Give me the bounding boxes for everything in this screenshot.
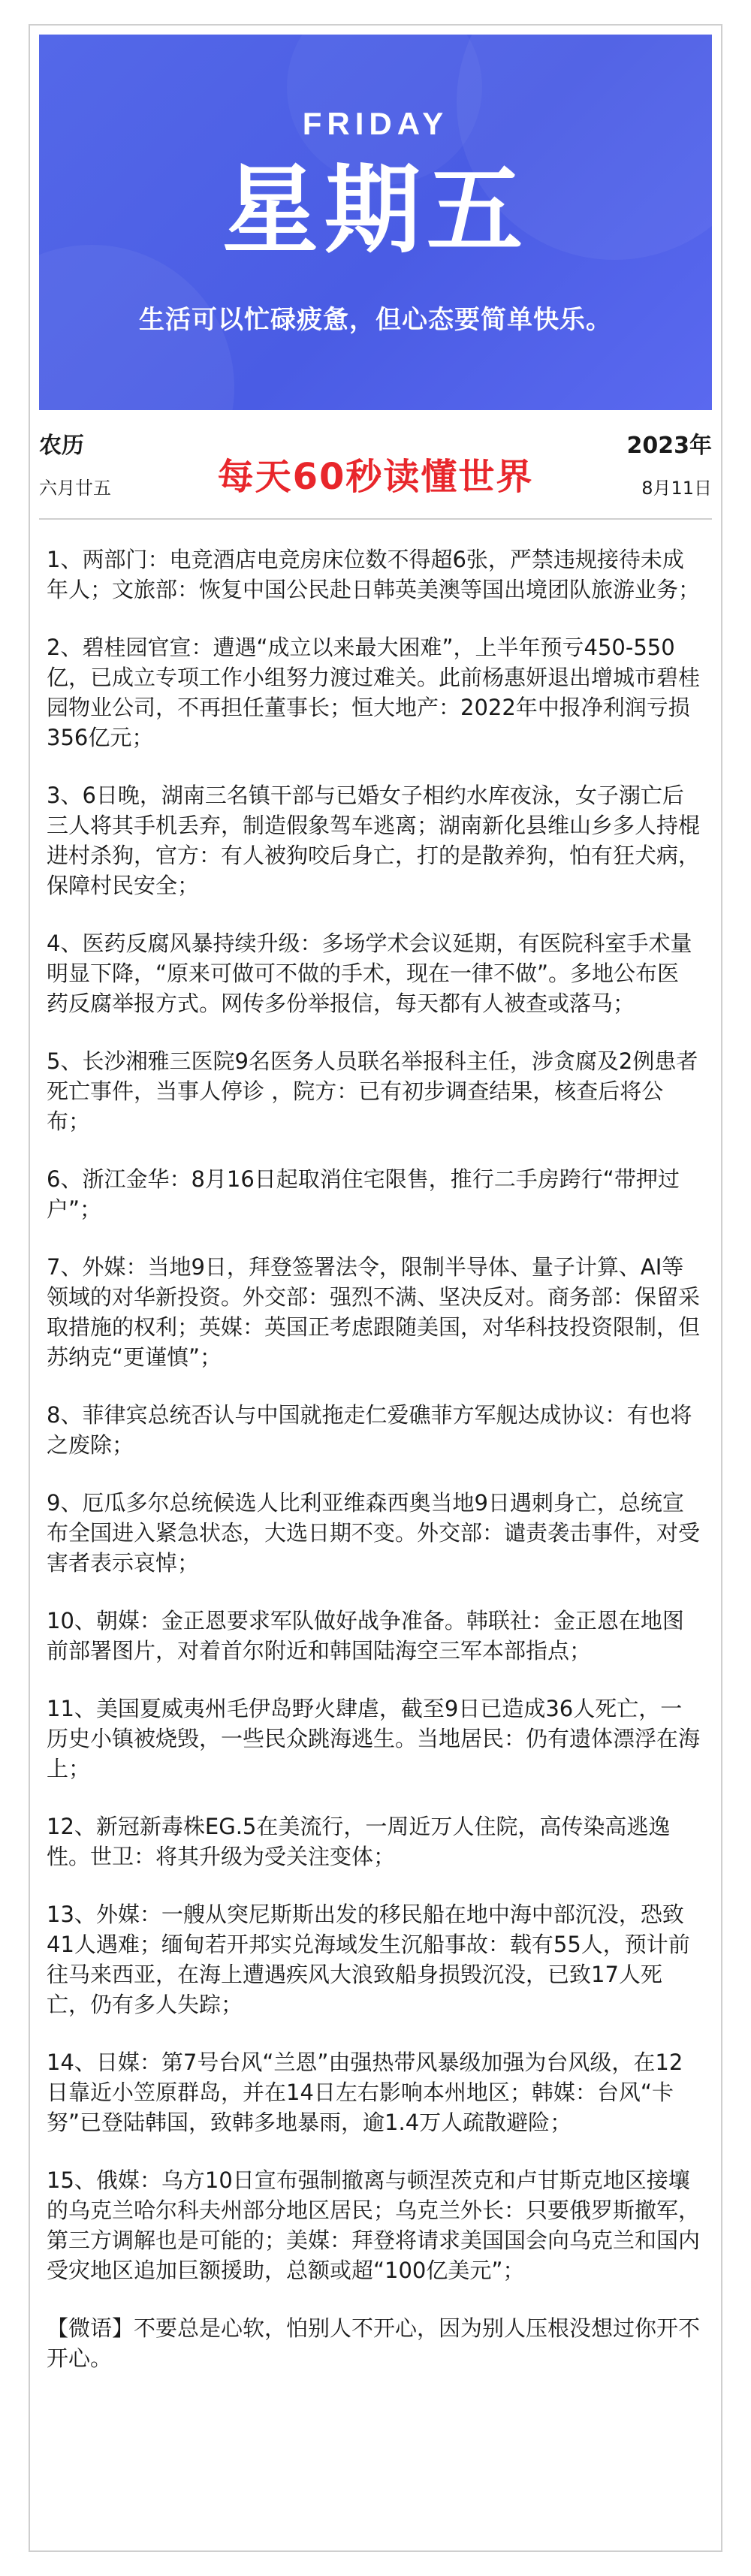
news-item: 5、长沙湘雅三医院9名医务人员联名举报科主任，涉贪腐及2例患者死亡事件，当事人停诊 ，院方：已有初步调查结果，核查后将公布； xyxy=(47,1048,698,1134)
news-item: 2、碧桂园官宣：遭遇“成立以来最大困难”，上半年预亏450-550亿，已成立专项工作小组努力渡过难关。此前杨惠妍退出增城市碧桂园物业公司，不再担任董事长；恒大地产：2022年中报净利润亏损356亿元； xyxy=(47,635,701,750)
news-item: 12、新冠新毒株EG.5在美流行，一周近万人住院，高传染高逃逸性。世卫：将其升级为受关注变体； xyxy=(47,1814,671,1869)
lunar-label: 农历 xyxy=(39,433,84,459)
news-item: 13、外媒：一艘从突尼斯斯出发的移民船在地中海中部沉没，恐致41人遇难；缅甸若开邦实兑海域发生沉船事故：载有55人，预计前往马来西亚，在海上遭遇疾风大浪致船身损毁沉没，已致17人死亡，仍有多人失踪； xyxy=(47,1902,690,2017)
news-item: 6、浙江金华：8月16日起取消住宅限售，推行二手房跨行“带押过户”； xyxy=(47,1166,680,1222)
month-day: 8月11日 xyxy=(641,478,712,499)
header-banner xyxy=(39,35,712,410)
weekday-english: FRIDAY xyxy=(302,106,449,141)
page-title: 每天60秒读懂世界 xyxy=(217,456,534,498)
news-item: 14、日媒：第7号台风“兰恩”由强热带风暴级加强为台风级，在12日靠近小笠原群岛，并在14日左右影响本州地区；韩媒：台风“卡努”已登陆韩国，致韩多地暴雨，逾1.4万人疏散避险； xyxy=(47,2050,683,2135)
news-item: 8、菲律宾总统否认与中国就拖走仁爱礁菲方军舰达成协议：有也将之废除； xyxy=(47,1402,692,1458)
news-item: 11、美国夏威夷州毛伊岛野火肆虐，截至9日已造成36人死亡，一历史小镇被烧毁，一些民众跳海逃生。当地居民：仍有遗体漂浮在海上； xyxy=(47,1696,701,1781)
news-item: 7、外媒：当地9日，拜登签署法令，限制半导体、量子计算、AI等领域的对华新投资。外交部：强烈不满、坚决反对。商务部：保留采取措施的权利；英媒：英国正考虑跟随美国，对华科技投资限制，但苏纳克“更谨慎”； xyxy=(47,1254,701,1370)
date-row xyxy=(39,427,712,509)
lunar-date: 六月廿五 xyxy=(39,478,111,499)
year-label: 2023年 xyxy=(626,433,712,459)
banner-motto: 生活可以忙碌疲惫，但心态要简单快乐。 xyxy=(139,305,612,335)
daily-quote: 【微语】不要总是心软，怕别人不开心，因为别人压根没想过你开不开心。 xyxy=(47,2315,701,2371)
weekday-chinese: 星期五 xyxy=(222,155,529,267)
news-item: 1、两部门：电竞酒店电竞房床位数不得超6张，严禁违规接待未成年人；文旅部：恢复中国公民赴日韩英美澳等国出境团队旅游业务； xyxy=(47,547,701,602)
news-item: 9、厄瓜多尔总统候选人比利亚维森西奥当地9日遇刺身亡，总统宣布全国进入紧急状态，大选日期不变。外交部：谴责袭击事件，对受害者表示哀悼； xyxy=(47,1490,701,1576)
news-item: 15、俄媒：乌方10日宣布强制撤离与顿涅茨克和卢甘斯克地区接壤的乌克兰哈尔科夫州部分地区居民；乌克兰外长：只要俄罗斯撤军，第三方调解也是可能的；美媒：拜登将请求美国国会向乌克兰和国内受灾地区追加巨额援助，总额或超“100亿美元”； xyxy=(47,2167,701,2283)
news-item: 3、6日晚，湖南三名镇干部与已婚女子相约水库夜泳，女子溺亡后三人将其手机丢弃，制造假象驾车逃离；湖南新化县维山乡多人持棍进村杀狗，官方：有人被狗咬后身亡，打的是散养狗，怕有狂犬病，保障村民安全； xyxy=(47,783,701,898)
divider xyxy=(39,518,712,520)
news-item: 4、医药反腐风暴持续升级：多场学术会议延期，有医院科室手术量明显下降，“原来可做可不做的手术，现在一律不做”。多地公布医药反腐举报方式。网传多份举报信，每天都有人被查或落马； xyxy=(47,931,692,1016)
news-list xyxy=(47,544,700,2373)
news-item: 10、朝媒：金正恩要求军队做好战争准备。韩联社：金正恩在地图前部署图片，对着首尔附近和韩国陆海空三军本部指点； xyxy=(47,1608,684,1664)
